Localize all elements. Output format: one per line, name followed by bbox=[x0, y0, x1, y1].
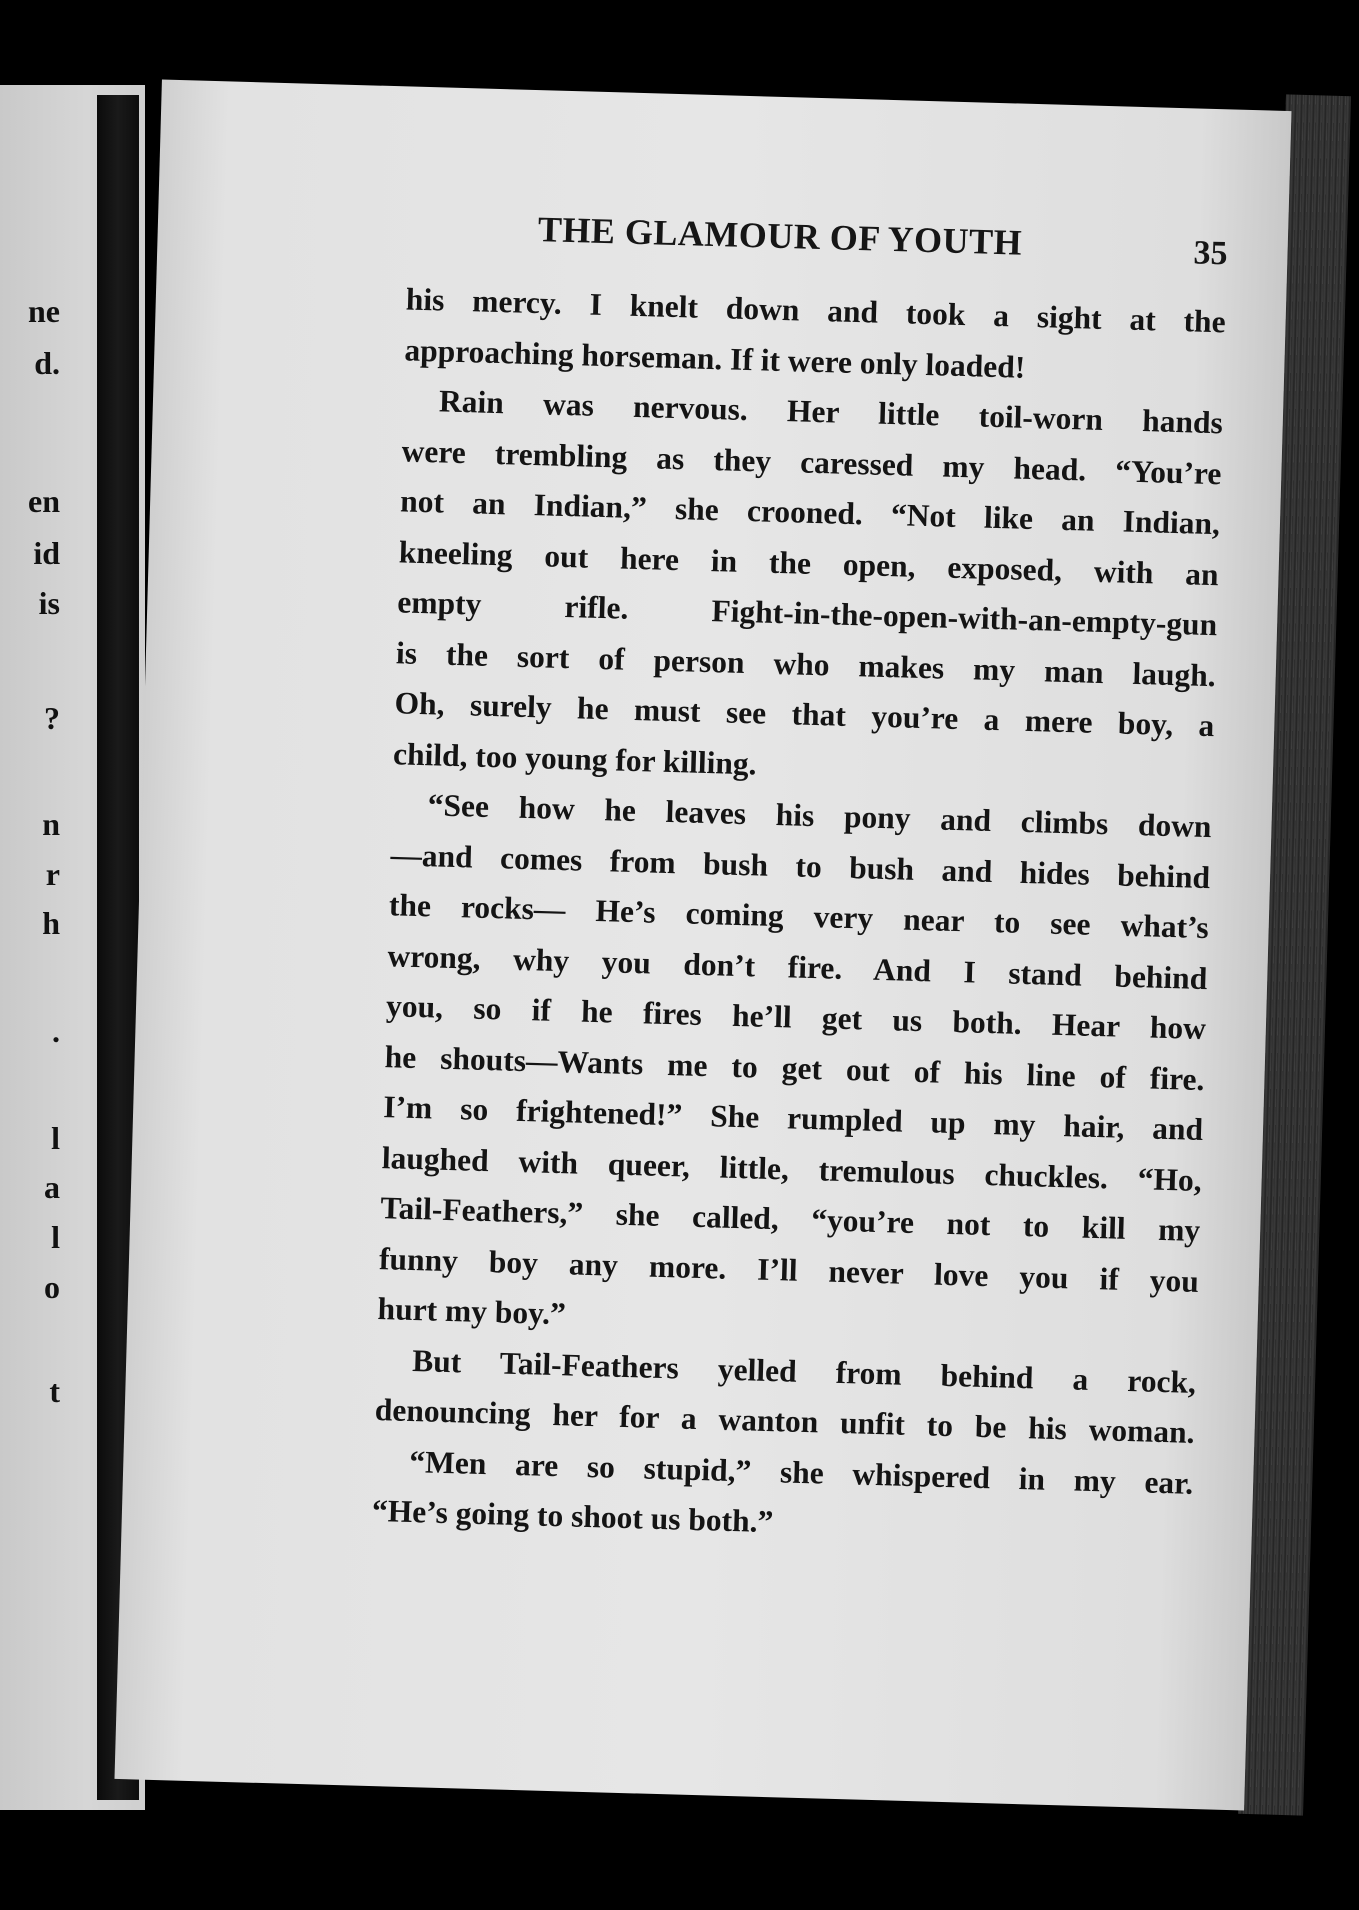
text-line: kneeling out here in the open, exposed, with an bbox=[398, 533, 1220, 592]
facing-fragment: r bbox=[45, 856, 60, 892]
facing-fragment: a bbox=[44, 1169, 60, 1205]
text-line: “He’s going to shoot us both.” bbox=[371, 1492, 774, 1540]
text-line: you, so if he fires he’ll get us both. Hear how bbox=[385, 988, 1207, 1047]
text-line: wrong, why you don’t fire. And I stand behind bbox=[387, 937, 1208, 996]
text-line: he shouts—Wants me to get out of his line of fire. bbox=[384, 1038, 1205, 1097]
facing-fragment: l bbox=[51, 1120, 60, 1156]
text-line: laughed with queer, little, tremulous chuckles. “Ho, bbox=[381, 1139, 1203, 1198]
text-line: I’m so frightened!” She rumpled up my hair, and bbox=[382, 1089, 1204, 1148]
running-title: THE GLAMOUR OF YOUTH bbox=[537, 209, 1023, 263]
text-line: Oh, surely he must see that you’re a mere boy, a bbox=[394, 685, 1215, 744]
text-line: funny boy any more. I’ll never love you if you bbox=[378, 1240, 1200, 1299]
facing-fragment: ne bbox=[28, 293, 60, 329]
text-line: approaching horseman. If it were only loaded! bbox=[404, 331, 1026, 385]
text-line: were trembling as they caressed my head. “You’re bbox=[401, 432, 1222, 491]
facing-fragment: ? bbox=[44, 700, 60, 736]
facing-fragment: is bbox=[38, 585, 60, 621]
book-page bbox=[114, 80, 1291, 1811]
text-line: is the sort of person who makes my man laugh. bbox=[395, 634, 1217, 693]
text-line: “See how he leaves his pony and climbs down bbox=[427, 787, 1212, 845]
text-line: “Men are so stupid,” she whispered in my ear. bbox=[408, 1443, 1194, 1501]
facing-fragment: id bbox=[33, 535, 60, 571]
facing-fragment: l bbox=[51, 1219, 60, 1255]
facing-fragment: t bbox=[49, 1373, 60, 1409]
text-line: his mercy. I knelt down and took a sight at the bbox=[405, 281, 1227, 340]
facing-fragment: h bbox=[42, 905, 60, 941]
page-number: 35 bbox=[1192, 234, 1229, 273]
text-line: child, too young for killing. bbox=[392, 735, 758, 781]
facing-fragment: d. bbox=[34, 345, 60, 381]
text-line: Tail-Feathers,” she called, “you’re not to kill my bbox=[380, 1190, 1201, 1248]
text-line: —and comes from bush to bush and hides behind bbox=[389, 836, 1211, 895]
text-line: But Tail-Feathers yelled from behind a rock, bbox=[411, 1342, 1197, 1400]
facing-fragment: . bbox=[52, 1013, 60, 1049]
facing-fragment: o bbox=[44, 1269, 60, 1305]
text-line: not an Indian,” she crooned. “Not like an Indian, bbox=[399, 483, 1221, 542]
text-line: hurt my boy.” bbox=[377, 1291, 567, 1332]
facing-fragment: en bbox=[28, 483, 60, 519]
text-line: the rocks— He’s coming very near to see what’s bbox=[388, 887, 1210, 946]
text-line: denouncing her for a wanton unfit to be his woman. bbox=[374, 1392, 1196, 1450]
facing-fragment: n bbox=[42, 806, 60, 842]
body-text bbox=[371, 274, 1226, 1559]
text-line: empty rifle. Fight-in-the-open-with-an-empty-gun bbox=[396, 584, 1218, 643]
text-line: Rain was nervous. Her little toil-worn hands bbox=[438, 383, 1224, 441]
